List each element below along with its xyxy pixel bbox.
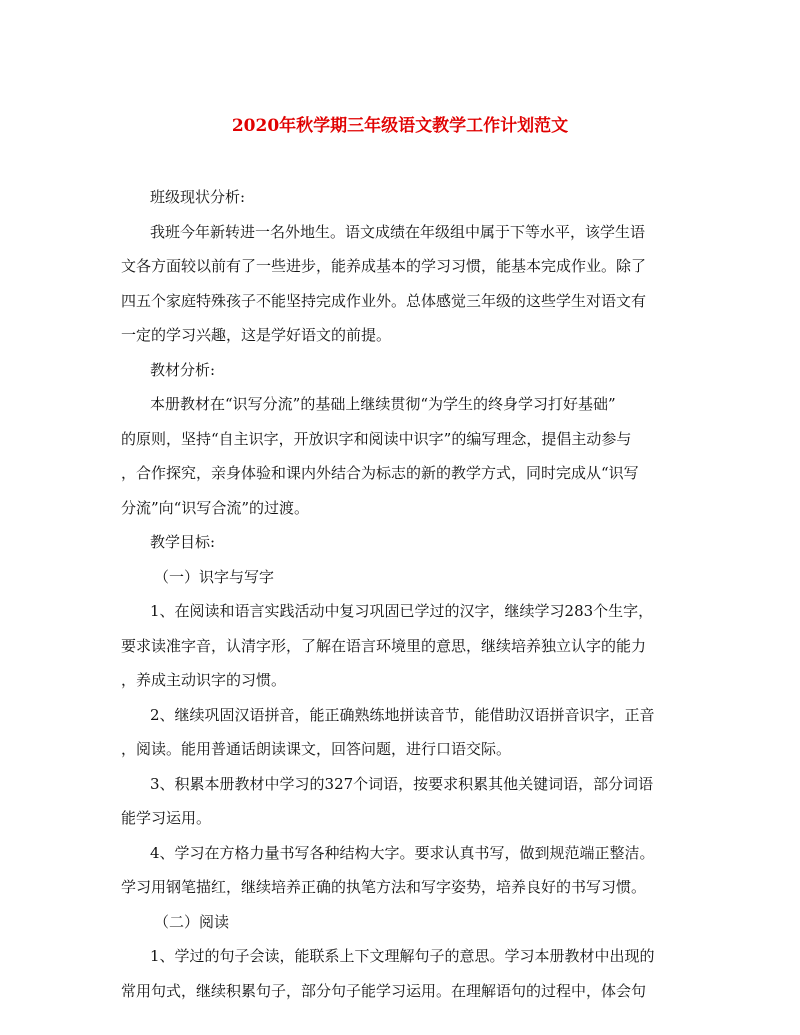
paragraph-heading: 班级现状分析: [150,188,246,206]
paragraph-line: 2、继续巩固汉语拼音，能正确熟练地拼读音节，能借助汉语拼音识字，正音 [150,705,655,724]
section-heading: （二）阅读 [154,912,230,931]
section-heading: （一）识字与写字 [154,567,275,586]
paragraph-line: 4、学习在方格力量书写各种结构大字。要求认真书写，做到规范端正整洁。 [150,843,655,862]
paragraph-line: 一定的学习兴趣，这是学好语文的前提。 [121,326,392,344]
paragraph-heading: 教材分析: [150,360,216,379]
paragraph-line: 1、学过的句子会读，能联系上下文理解句子的意思。学习本册教材中出现的 [150,947,655,965]
paragraph-line: 1、在阅读和语言实践活动中复习巩固已学过的汉字，继续学习283个生字， [150,602,654,620]
paragraph-line: 本册教材在“识写分流”的基础上继续贯彻“为学生的终身学习打好基础” [150,395,616,413]
paragraph-line: 学习用钢笔描红，继续培养正确的执笔方法和写字姿势，培养良好的书写习惯。 [121,878,647,896]
paragraph-line: ，养成主动识字的习惯。 [121,671,287,689]
document-body [121,180,691,1008]
paragraph-heading: 教学目标: [150,533,216,551]
paragraph-line: 常用句式，继续积累句子，部分句子能学习运用。在理解语句的过程中，体会句 [121,981,647,1000]
paragraph-line: ，合作探究，亲身体验和课内外结合为标志的新的教学方式，同时完成从“识写 [121,464,639,482]
paragraph-line: 分流”向“识写合流”的过渡。 [121,498,310,517]
paragraph-line: 文各方面较以前有了一些进步，能养成基本的学习习惯，能基本完成作业。除了 [121,257,647,275]
document-title: 2020年秋学期三年级语文教学工作计划范文 [231,116,569,136]
paragraph-line: 四五个家庭特殊孩子不能坚持完成作业外。总体感觉三年级的这些学生对语文有 [121,291,647,310]
paragraph-line: 3、积累本册教材中学习的327个词语，按要求积累其他关键词语，部分词语 [150,774,654,793]
paragraph-line: 要求读准字音，认清字形，了解在语言环境里的意思，继续培养独立认字的能力 [121,636,647,655]
paragraph-line: 能学习运用。 [121,809,212,827]
paragraph-line: 我班今年新转进一名外地生。语文成绩在年级组中属于下等水平，该学生语 [150,222,646,241]
paragraph-line: ，阅读。能用普通话朗读课文，回答问题，进行口语交际。 [121,740,512,758]
paragraph-line: 的原则，坚持“自主识字，开放识字和阅读中识字”的编写理念，提倡主动参与 [121,429,632,448]
